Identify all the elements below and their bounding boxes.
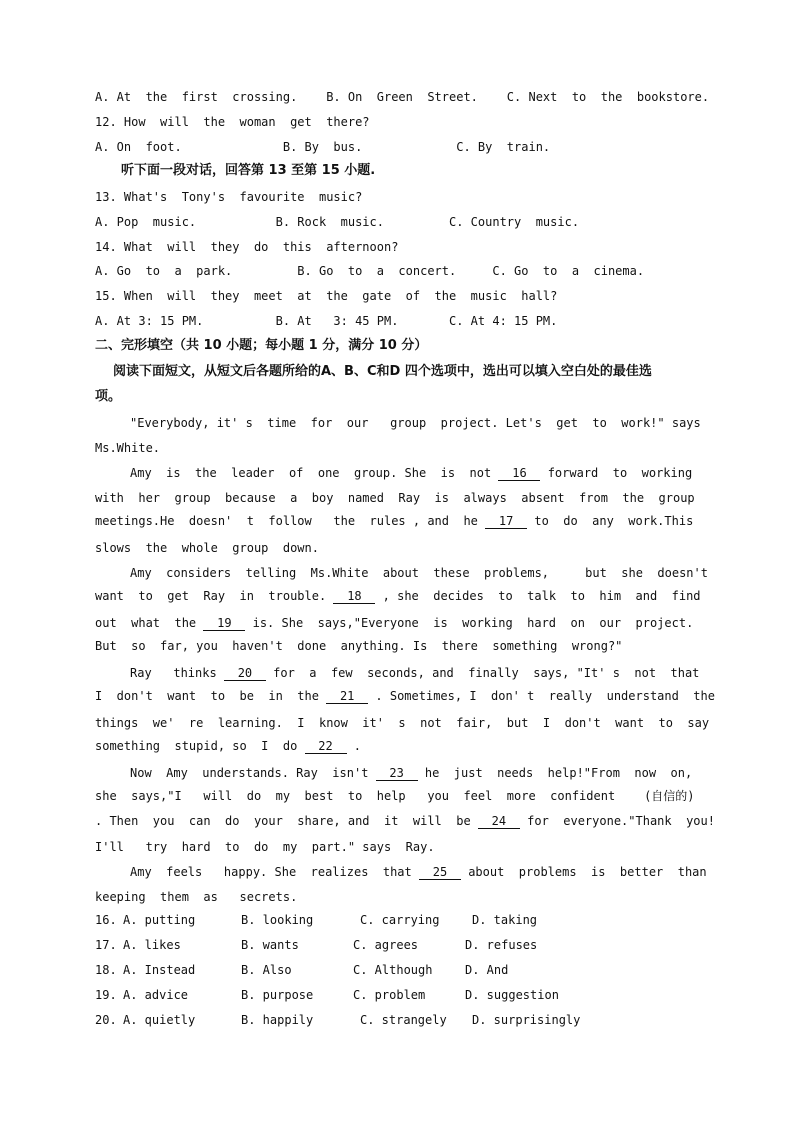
blank-19: 19 xyxy=(203,617,245,631)
listening-instruction: 听下面一段对话，回答第 13 至第 15 小题. xyxy=(121,163,376,178)
option-a: A. likes xyxy=(123,938,181,952)
blank-16: 16 xyxy=(498,467,540,481)
instructions-line-2: 项。 xyxy=(95,389,122,404)
passage-p2-line1: Amy is the leader of one group. She is not 16 forward to working xyxy=(130,466,693,480)
option-d: D. suggestion xyxy=(465,988,559,1002)
option-a: A. advice xyxy=(123,988,189,1002)
blank-23: 23 xyxy=(376,767,418,781)
blank-22: 22 xyxy=(305,740,347,754)
passage-p3-line2: want to get Ray in trouble. 18 , she decides to talk to him and find xyxy=(95,589,701,603)
q12-question: 12. How will the woman get there? xyxy=(95,115,370,129)
option-d: D. refuses xyxy=(465,938,538,952)
option-c: C. problem xyxy=(353,988,426,1002)
passage-p6-line1: Amy feels happy. She realizes that 25 about problems is better than xyxy=(130,865,707,879)
q11-options: A. At the first crossing. B. On Green Street. C. Next to the bookstore. xyxy=(95,90,710,104)
option-number: 17. xyxy=(95,938,117,952)
option-d: D. taking xyxy=(472,913,538,927)
passage-p5-line2: she says,"I will do my best to help you feel more confident (自信的) xyxy=(95,789,695,803)
option-number: 16. xyxy=(95,913,117,927)
passage-p4-line1: Ray thinks 20 for a few seconds, and finally says, "It' s not that xyxy=(130,666,700,680)
option-number: 20. xyxy=(95,1013,117,1027)
q14-options: A. Go to a park. B. Go to a concert. C. Go to a cinema. xyxy=(95,264,645,278)
q13-options: A. Pop music. B. Rock music. C. Country music. xyxy=(95,215,580,229)
passage-p4-line3: things we' re learning. I know it' s not fair, but I don't want to say xyxy=(95,716,710,730)
option-c: C. carrying xyxy=(360,913,440,927)
section-title: 二、完形填空（共 10 小题；每小题 1 分，满分 10 分） xyxy=(95,338,428,353)
passage-p4-line4: something stupid, so I do 22 . xyxy=(95,739,361,753)
passage-p5-line3: . Then you can do your share, and it will be 24 for everyone."Thank you! xyxy=(95,814,715,828)
option-b: B. looking xyxy=(241,913,314,927)
option-b: B. happily xyxy=(241,1013,314,1027)
q14-question: 14. What will they do this afternoon? xyxy=(95,240,399,254)
q13-question: 13. What's Tony's favourite music? xyxy=(95,190,363,204)
blank-18: 18 xyxy=(333,590,375,604)
option-b: B. Also xyxy=(241,963,292,977)
passage-p3-line4: But so far, you haven't done anything. Is there something wrong?" xyxy=(95,639,623,653)
option-c: C. Although xyxy=(353,963,433,977)
option-d: D. And xyxy=(465,963,509,977)
option-c: C. agrees xyxy=(353,938,419,952)
passage-p3-line1: Amy considers telling Ms.White about these problems, but she doesn't xyxy=(130,566,708,580)
option-number: 19. xyxy=(95,988,117,1002)
blank-25: 25 xyxy=(419,866,461,880)
passage-p2-line2: with her group because a boy named Ray is always absent from the group xyxy=(95,491,695,505)
option-b: B. wants xyxy=(241,938,299,952)
passage-p6-line2: keeping them as secrets. xyxy=(95,890,298,904)
q12-options: A. On foot. B. By bus. C. By train. xyxy=(95,140,551,154)
passage-p5-line1: Now Amy understands. Ray isn't 23 he just needs help!"From now on, xyxy=(130,766,693,780)
blank-20: 20 xyxy=(224,667,266,681)
passage-p2-line4: slows the whole group down. xyxy=(95,541,319,555)
q15-question: 15. When will they meet at the gate of the music hall? xyxy=(95,289,558,303)
passage-p5-line4: I'll try hard to do my part." says Ray. xyxy=(95,840,435,854)
q15-options: A. At 3: 15 PM. B. At 3: 45 PM. C. At 4: 15 PM. xyxy=(95,314,558,328)
option-a: A. Instead xyxy=(123,963,196,977)
blank-21: 21 xyxy=(326,690,368,704)
passage-p1-line1: "Everybody, it' s time for our group project. Let's get to work!" says xyxy=(130,416,701,430)
option-a: A. putting xyxy=(123,913,196,927)
option-b: B. purpose xyxy=(241,988,314,1002)
passage-p3-line3: out what the 19 is. She says,"Everyone is working hard on our project. xyxy=(95,616,694,630)
instructions-line-1: 阅读下面短文，从短文后各题所给的A、B、C和D 四个选项中，选出可以填入空白处的最佳选 xyxy=(113,364,652,379)
passage-p1-line2: Ms.White. xyxy=(95,441,161,455)
option-number: 18. xyxy=(95,963,117,977)
option-c: C. strangely xyxy=(360,1013,447,1027)
option-a: A. quietly xyxy=(123,1013,196,1027)
option-d: D. surprisingly xyxy=(472,1013,581,1027)
blank-24: 24 xyxy=(478,815,520,829)
passage-p4-line2: I don't want to be in the 21 . Sometimes, I don' t really understand the xyxy=(95,689,715,703)
passage-p2-line3: meetings.He doesn' t follow the rules , and he 17 to do any work.This xyxy=(95,514,694,528)
blank-17: 17 xyxy=(485,515,527,529)
